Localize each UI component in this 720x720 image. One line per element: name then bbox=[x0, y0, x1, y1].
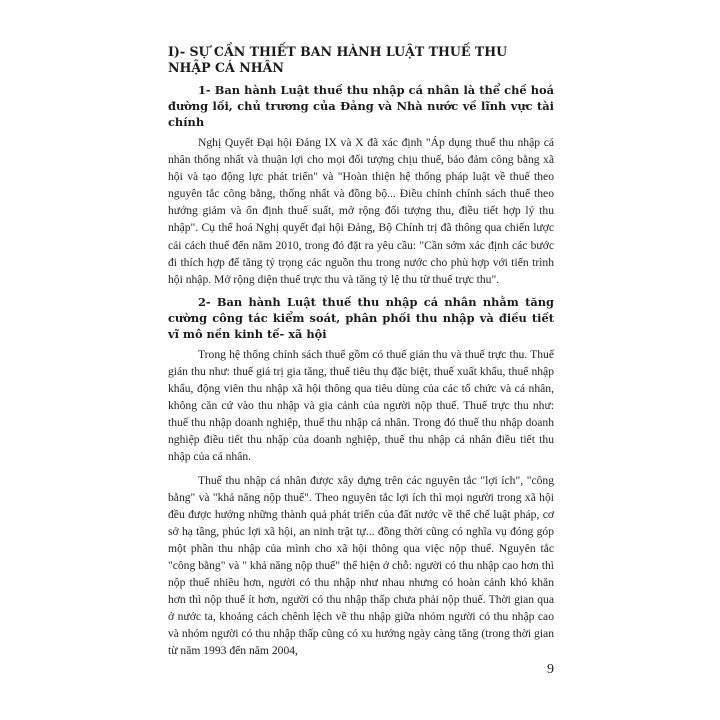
page-number: 9 bbox=[547, 662, 554, 677]
paragraph: Trong hệ thống chính sách thuế gồm có thuế gián thu và thuế trực thu. Thuế gián thu như: thuế giá trị gia tăng, thuế tiêu thụ đặc biệt, thuế xuất khẩu, thuế nhập khẩu, động viên thu nhập xã hội thông qua tiêu dùng của các tổ chức và cá nhân, không căn cứ vào thu nhập và gia cảnh của người nộp thuế. Thuế trực thu như: thuế thu nhập doanh nghiệp, thuế thu nhập cá nhân. Trong đó thuế thu nhập doanh nghiệp điều tiết thu nhập của doanh nghiệp, thuế thu nhập cá nhân điều tiết thu nhập của cá nhân. bbox=[168, 347, 554, 464]
paragraph: Thuế thu nhập cá nhân được xây dựng trên các nguyên tắc "lợi ích", "công bằng" và "khả năng nộp thuế". Theo nguyên tắc lợi ích thì mọi người trong xã hội đều được hưởng những thành quả phát triển của đất nước về thể chế luật pháp, cơ sở hạ tầng, phúc lợi xã hội, an ninh trật tự... đồng thời cũng có nghĩa vụ đóng góp một phần thu nhập của mình cho xã hội thông qua việc nộp thuế. Nguyên tắc "công bằng" và " khả năng nộp thuế" thể hiện ở chỗ: người có thu nhập cao hơn thì nộp thuế nhiều hơn, người có thu nhập như nhau nhưng có hoàn cảnh khó khăn hơn thì nộp thuế ít hơn, người có thu nhập thấp chưa phải nộp thuế. Thời gian qua ở nước ta, khoảng cách chênh lệch về thu nhập giữa nhóm người có thu nhập cao và nhóm người có thu nhập thấp cũng có xu hướng ngày càng tăng (trong thời gian từ năm 1993 đến năm 2004, bbox=[168, 473, 554, 658]
section-title: I)- SỰ CẦN THIẾT BAN HÀNH LUẬT THUẾ THU NHẬP CÁ NHÂN bbox=[168, 44, 508, 75]
book-page bbox=[168, 44, 554, 684]
paragraph: Nghị Quyết Đại hội Đảng IX và X đã xác định "Áp dụng thuế thu nhập cá nhân thống nhất và thuận lợi cho mọi đối tượng chịu thuế, bảo đảm công bằng xã hội và tạo động lực phát triển" và "Hoàn thiện hệ thống pháp luật về thuế theo nguyên tắc công bằng, thống nhất và đồng bộ... Điều chỉnh chính sách thuế theo hướng giảm và ổn định thuế suất, mở rộng đối tượng thu, điều tiết hợp lý thu nhập". Cụ thể hoá Nghị quyết đại hội Đảng, Bộ Chính trị đã thông qua chiến lược cải cách thuế đến năm 2010, trong đó đặt ra yêu cầu: "Cần sớm xác định các bước đi thích hợp để tăng tỷ trọng các nguồn thu trong nước cho phù hợp với tiến trình hội nhập. Mở rộng diện thuế trực thu và tăng tỷ lệ thu từ thuế trực thu". bbox=[168, 136, 554, 286]
subsection-heading-2: 2- Ban hành Luật thuế thu nhập cá nhân nhằm tăng cường công tác kiểm soát, phân phối thu nhập và điều tiết vĩ mô nền kinh tế- xã hội bbox=[168, 294, 554, 341]
subsection-heading-1: 1- Ban hành Luật thuế thu nhập cá nhân là thể chế hoá đường lối, chủ trương của Đảng và Nhà nước về lĩnh vực tài chính bbox=[168, 83, 554, 129]
